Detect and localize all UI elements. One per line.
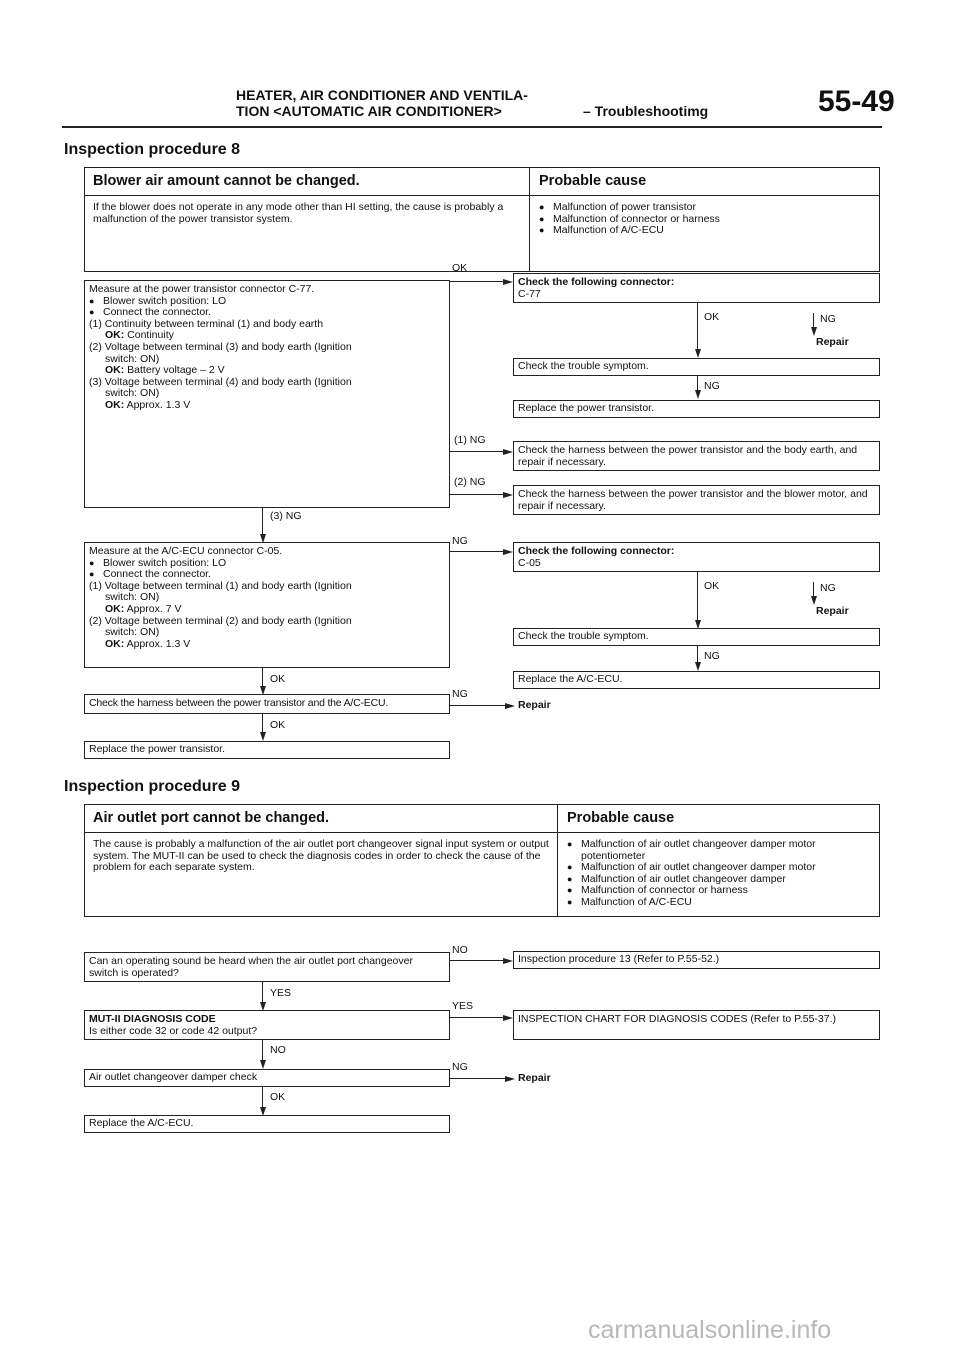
p8-measure-pt: Measure at the power transistor connector C-77. ● Blower switch position: LO ● Connect the connector. (1) Continuity between terminal (1) and body earth OK: Continuity (2) Voltage between terminal (3) and body earth (Ignition switch: ON) OK: Battery voltage – 2 V (3) Voltage between terminal (4) and body earth (Ignition switch: ON) OK: Approx. 1.3 V: [84, 280, 450, 508]
p9-cause-4: ● Malfunction of connector or harness: [567, 885, 873, 897]
p8-check-conn-c05: Check the following connector: C-05: [513, 542, 880, 572]
section-title-p9: Inspection procedure 9: [64, 778, 241, 795]
p8-check-symptom-2: Check the trouble symptom.: [513, 628, 880, 646]
p8-harness-earth: Check the harness between the power transistor and the body earth, and repair if necessary.: [513, 441, 880, 471]
p9-mut-diagnosis: MUT-II DIAGNOSIS CODE Is either code 32 or code 42 output?: [84, 1010, 450, 1040]
header-rule: [62, 126, 882, 128]
p9-table: [84, 804, 880, 917]
p9-desc: The cause is probably a malfunction of the air outlet port changeover signal input system or output system. The MUT-II can be used to check the diagnosis codes in order to check the cause of the problem for each separate system.: [93, 838, 549, 873]
label-ok: OK: [452, 262, 468, 274]
p9-cause-1: ● Malfunction of air outlet changeover damper motor potentiometer: [567, 839, 873, 862]
p9-chart-ref: INSPECTION CHART FOR DIAGNOSIS CODES (Refer to P.55-37.): [513, 1010, 880, 1040]
p9-symptom: Air outlet port cannot be changed.: [93, 810, 330, 826]
p8-m1-b1: ● Blower switch position: LO: [89, 296, 445, 308]
p8-replace-pt: Replace the power transistor.: [513, 400, 880, 418]
p8-replace-ecu: Replace the A/C-ECU.: [513, 671, 880, 689]
p8-harness-ecu: Check the harness between the power transistor and the A/C-ECU.: [84, 694, 450, 714]
p8-repair-2: Repair: [816, 605, 849, 617]
p8-cause-3: ● Malfunction of A/C-ECU: [539, 225, 869, 237]
p9-cause-5: ● Malfunction of A/C-ECU: [567, 897, 873, 909]
p9-replace-ecu: Replace the A/C-ECU.: [84, 1115, 450, 1133]
p8-m1-b2: ● Connect the connector.: [89, 307, 445, 319]
p9-cause-2: ● Malfunction of air outlet changeover damper motor: [567, 862, 873, 874]
p8-check-symptom-1: Check the trouble symptom.: [513, 358, 880, 376]
p8-table: [84, 167, 880, 272]
p8-harness-blower: Check the harness between the power transistor and the blower motor, and repair if necessary.: [513, 485, 880, 515]
p8-m1-n1: (1) Continuity between terminal (1) and body earth: [89, 317, 324, 330]
p9-cause-head: Probable cause: [567, 810, 675, 826]
p8-repair-1: Repair: [816, 336, 849, 348]
p8-cause-1: ● Malfunction of power transistor: [539, 202, 869, 214]
page-number: 55-49: [818, 85, 895, 118]
p8-m1-line1: Measure at the power transistor connector C-77.: [89, 283, 315, 295]
p8-m1-n3: (3) Voltage between terminal (4) and body earth (Ignition: [89, 375, 352, 388]
p8-m1-n2: (2) Voltage between terminal (3) and body earth (Ignition: [89, 340, 352, 353]
p9-damper-check: Air outlet changeover damper check: [84, 1069, 450, 1087]
p8-symptom: Blower air amount cannot be changed.: [93, 173, 360, 189]
p8-measure-ecu: Measure at the A/C-ECU connector C-05. ● Blower switch position: LO ● Connect the connector. (1) Voltage between terminal (1) and body earth (Ignition switch: ON) OK: Approx. 7 V (2) Voltage between terminal (2) and body earth (Ignition switch: ON) OK: Approx. 1.3 V: [84, 542, 450, 668]
header-title-line2: TION <AUTOMATIC AIR CONDITIONER>: [236, 103, 502, 119]
p8-check-conn-c77: Check the following connector: C-77: [513, 273, 880, 303]
section-title-p8: Inspection procedure 8: [64, 141, 241, 158]
p9-operating-sound-question: Can an operating sound be heard when the air outlet port changeover switch is operated?: [84, 952, 450, 982]
footer-watermark: carmanualsonline.info: [588, 1316, 832, 1344]
p8-replace-pt-2: Replace the power transistor.: [84, 741, 450, 759]
p8-repair-3: Repair: [518, 699, 551, 711]
p8-desc: If the blower does not operate in any mode other than HI setting, the cause is probably a malfunction of the power transistor system.: [93, 201, 504, 225]
header-title-line1: HEATER, AIR CONDITIONER AND VENTILA-: [236, 87, 528, 103]
p9-repair: Repair: [518, 1072, 551, 1084]
p9-ref-procedure-13: Inspection procedure 13 (Refer to P.55-52.): [513, 951, 880, 969]
p9-cause-3: ● Malfunction of air outlet changeover damper: [567, 874, 873, 886]
p8-cause-head: Probable cause: [539, 173, 647, 189]
header-subtitle: – Troubleshootimg: [583, 103, 709, 119]
p8-cause-2: ● Malfunction of connector or harness: [539, 214, 869, 226]
